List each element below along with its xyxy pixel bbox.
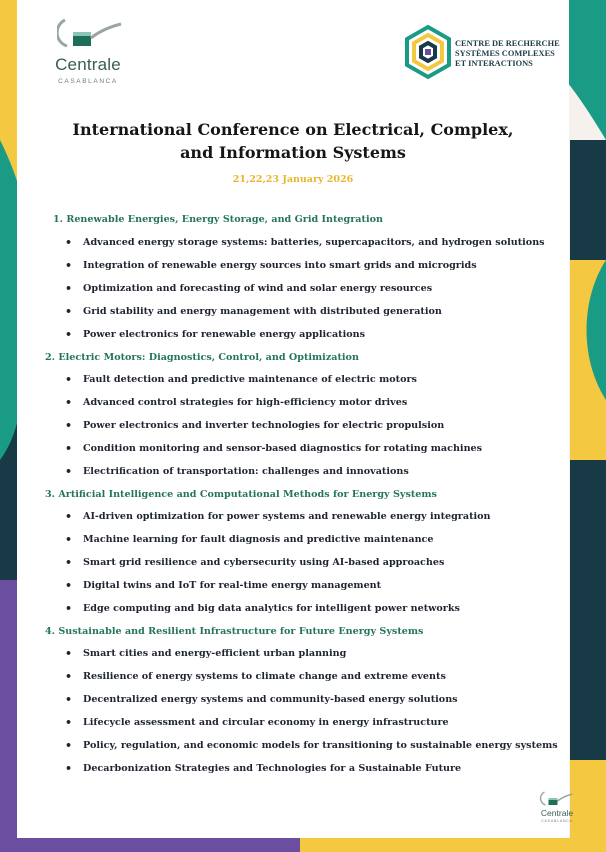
bullet-icon: • <box>65 716 73 729</box>
conference-title <box>17 118 569 164</box>
research-center-line: CENTRE DE RECHERCHE <box>455 39 560 48</box>
conference-date: 21,22,23 January 2026 <box>232 174 354 185</box>
centrale-logo-name: Centrale <box>55 55 121 74</box>
list-item: • Resilience of energy systems to climate change and extreme events <box>65 670 446 683</box>
list-item: • Power electronics for renewable energy applications <box>65 328 366 341</box>
section-heading-3: 3. Artificial Intelligence and Computational Methods for Energy Systems <box>45 489 437 500</box>
bullet-icon: • <box>65 328 73 341</box>
section-3-items <box>45 511 561 616</box>
bullet-icon: • <box>65 373 73 386</box>
list-item: • Edge computing and big data analytics for intelligent power networks <box>65 602 460 615</box>
bullet-icon: • <box>65 762 73 775</box>
bullet-icon: • <box>65 556 73 569</box>
section-heading-2: 2. Electric Motors: Diagnostics, Control, and Optimization <box>45 352 359 363</box>
centrale-emblem-small-icon <box>538 790 576 810</box>
bullet-icon: • <box>65 305 73 318</box>
section-heading-4: 4. Sustainable and Resilient Infrastructure for Future Energy Systems <box>45 626 424 637</box>
bullet-icon: • <box>65 259 73 272</box>
list-item: • Optimization and forecasting of wind and solar energy resources <box>65 282 433 295</box>
centrale-casablanca-logo <box>47 16 129 88</box>
section-1-items <box>45 237 561 342</box>
bullet-icon: • <box>65 602 73 615</box>
title-line-1: International Conference on Electrical, Complex, <box>72 120 514 139</box>
list-item: • Electrification of transportation: challenges and innovations <box>65 465 409 478</box>
section-4-items <box>45 648 561 776</box>
list-item: • Power electronics and inverter technologies for electric propulsion <box>65 419 445 432</box>
list-item: • AI-driven optimization for power systems and renewable energy integration <box>65 510 491 523</box>
list-item: • Decarbonization Strategies and Technologies for a Sustainable Future <box>65 762 462 775</box>
bullet-icon: • <box>65 419 73 432</box>
topics-list <box>45 214 561 786</box>
bullet-icon: • <box>65 647 73 660</box>
bullet-icon: • <box>65 739 73 752</box>
centrale-logo-subtitle: CASABLANCA <box>58 78 118 85</box>
footer-logo-name: Centrale <box>540 808 574 818</box>
bullet-icon: • <box>65 510 73 523</box>
bullet-icon: • <box>65 533 73 546</box>
bullet-icon: • <box>65 442 73 455</box>
bullet-icon: • <box>65 465 73 478</box>
list-item: • Policy, regulation, and economic models for transitioning to sustainable energy systems <box>65 739 558 752</box>
hexagon-emblem-icon <box>403 24 453 80</box>
research-center-logo <box>403 24 573 80</box>
list-item: • Condition monitoring and sensor-based diagnostics for rotating machines <box>65 442 483 455</box>
research-center-line: SYSTÈMES COMPLEXES <box>455 49 555 58</box>
bullet-icon: • <box>65 396 73 409</box>
list-item: • Smart grid resilience and cybersecurity using AI-based approaches <box>65 556 445 569</box>
list-item: • Grid stability and energy management with distributed generation <box>65 305 442 318</box>
bullet-icon: • <box>65 670 73 683</box>
list-item: • Digital twins and IoT for real-time energy management <box>65 579 382 592</box>
section-2-items <box>45 374 561 479</box>
bullet-icon: • <box>65 236 73 249</box>
title-line-2: and Information Systems <box>180 143 406 162</box>
list-item: • Advanced control strategies for high-efficiency motor drives <box>65 396 408 409</box>
footer-centrale-logo <box>534 790 580 830</box>
bullet-icon: • <box>65 579 73 592</box>
list-item: • Lifecycle assessment and circular economy in energy infrastructure <box>65 716 449 729</box>
bullet-icon: • <box>65 693 73 706</box>
research-center-line: ET INTERACTIONS <box>455 59 533 68</box>
document-page <box>17 0 574 838</box>
list-item: • Integration of renewable energy sources into smart grids and microgrids <box>65 259 477 272</box>
research-center-name <box>455 39 560 69</box>
list-item: • Machine learning for fault diagnosis and predictive maintenance <box>65 533 434 546</box>
list-item: • Fault detection and predictive maintenance of electric motors <box>65 373 417 386</box>
list-item: • Smart cities and energy-efficient urban planning <box>65 647 347 660</box>
list-item: • Decentralized energy systems and community-based energy solutions <box>65 693 458 706</box>
section-heading-1: 1. Renewable Energies, Energy Storage, and Grid Integration <box>53 214 383 225</box>
centrale-emblem-icon <box>57 16 123 56</box>
list-item: • Advanced energy storage systems: batteries, supercapacitors, and hydrogen solutions <box>65 236 545 249</box>
footer-logo-subtitle: CASABLANCA <box>541 819 573 823</box>
bullet-icon: • <box>65 282 73 295</box>
